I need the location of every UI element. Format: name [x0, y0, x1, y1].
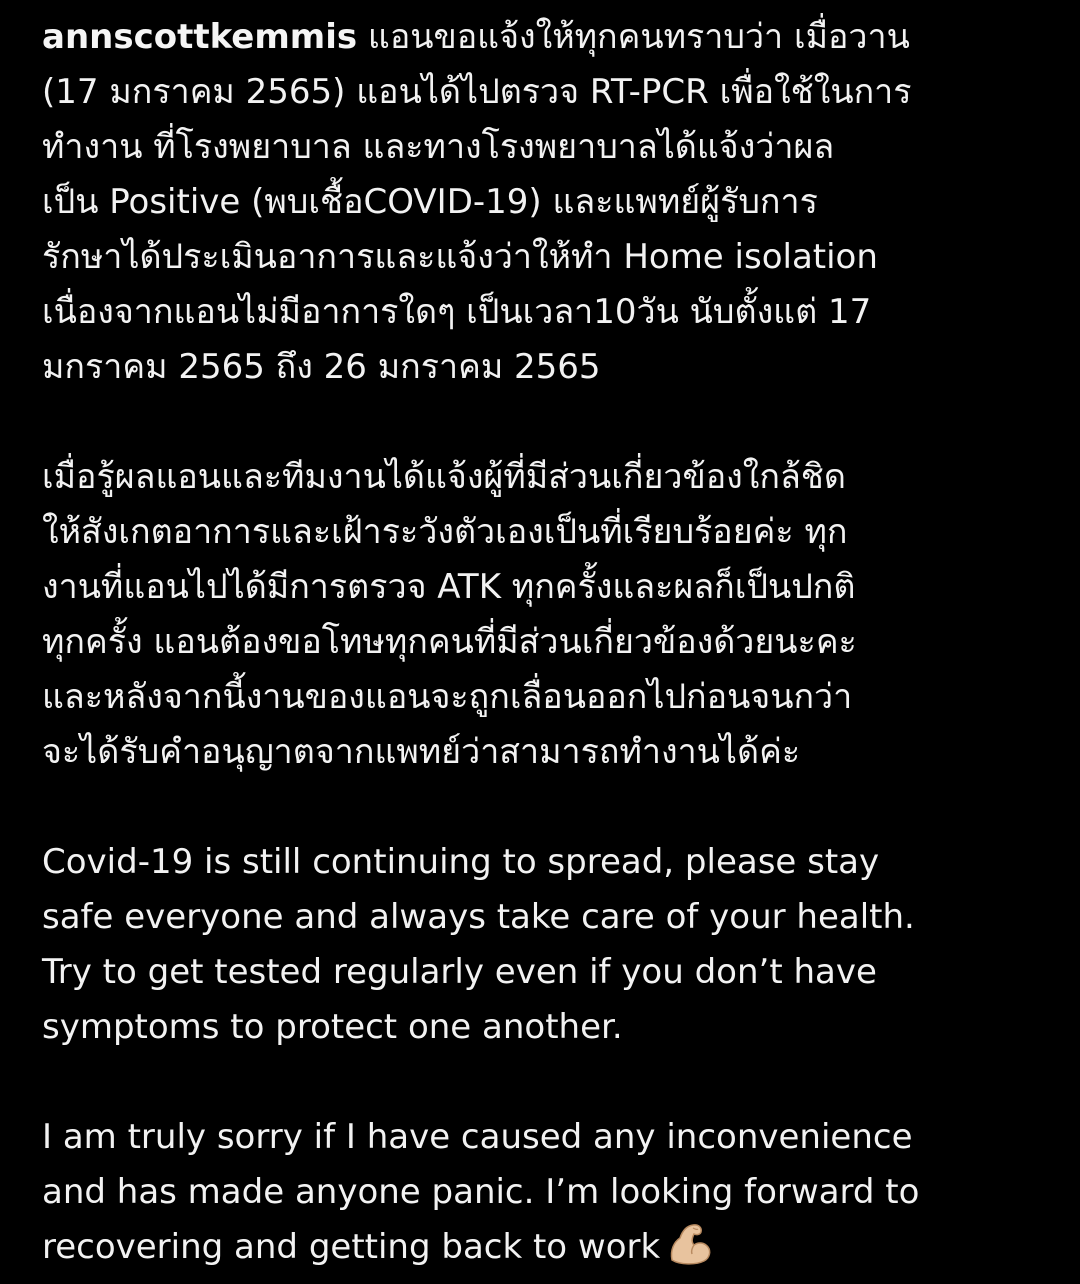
caption-paragraph-english-1: Covid-19 is still continuing to spread, please stay safe everyone and always take care of your health. Try to get tested regularly even if you don’t have symptoms to protect one another. [42, 842, 915, 1047]
caption-paragraph-thai-1 [42, 10, 1042, 395]
caption-text-english-2: I am truly sorry if I have caused any inconvenience and has made anyone panic. I’m looking forward to recovering and getting back to work [42, 1117, 920, 1267]
username-link[interactable]: annscottkemmis [42, 17, 358, 57]
flexed-biceps-icon [666, 1220, 714, 1268]
post-caption [42, 10, 1042, 1275]
caption-paragraph-thai-2: เมื่อรู้ผลแอนและทีมงานได้แจ้งผู้ที่มีส่วนเกี่ยวข้องใกล้ชิด ให้สังเกตอาการและเฝ้าระวังตัวเองเป็นที่เรียบร้อยค่ะ ทุก งานที่แอนไปได้มีการตรวจ ATK ทุกครั้งและผลก็เป็นปกติ ทุกครั้ง แอนต้องขอโทษทุกคนที่มีส่วนเกี่ยวข้องด้วยนะคะ และหลังจากนี้งานของแอนจะถูกเลื่อนออกไปก่อนจนกว่า จะได้รับคำอนุญาตจากแพทย์ว่าสามารถทำงานได้ค่ะ [42, 457, 857, 772]
caption-paragraph-english-2 [42, 1110, 1042, 1275]
caption-text-thai-1: แอนขอแจ้งให้ทุกคนทราบว่า เมื่อวาน (17 มกราคม 2565) แอนได้ไปตรวจ RT-PCR เพื่อใช้ในการ ทำงาน ที่โรงพยาบาล และทางโรงพยาบาลได้แจ้งว่าผล เป็น Positive (พบเชื้อCOVID-19) และแพทย์ผู้รับการ รักษาได้ประเมินอาการและแจ้งว่าให้ทำ Home isolation เนื่องจากแอนไม่มีอาการใดๆ เป็นเวลา10วัน นับตั้งแต่ 17 มกราคม 2565 ถึง 26 มกราคม 2565 [42, 17, 912, 387]
